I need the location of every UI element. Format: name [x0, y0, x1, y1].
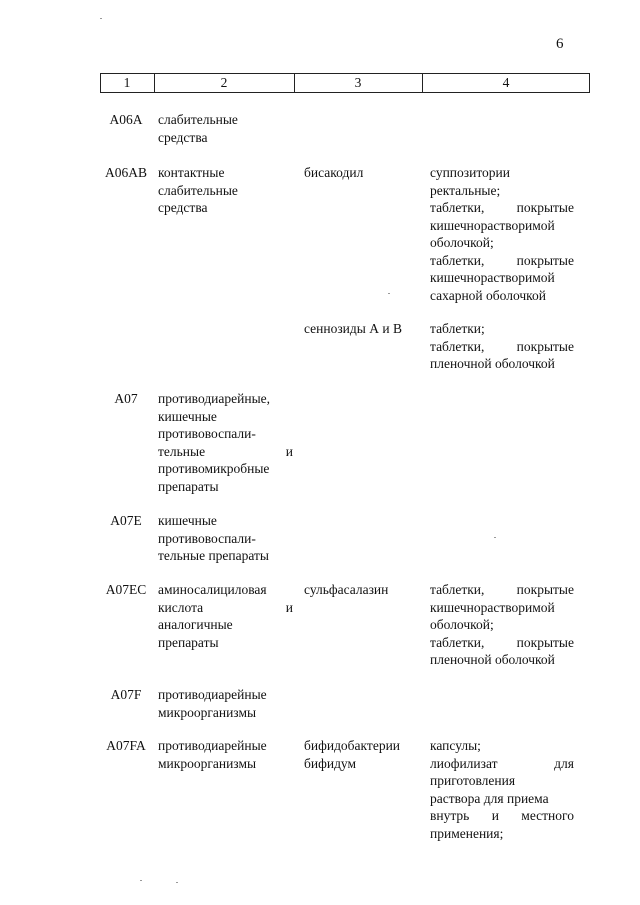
form-line: внутрь и местного — [430, 808, 574, 823]
name-line: кишечные — [158, 408, 217, 424]
drug-name — [304, 581, 422, 599]
form-line: оболочкой; — [430, 235, 494, 250]
drug-line: сульфасалазин — [304, 582, 389, 597]
dosage-form — [430, 737, 574, 842]
header-col-3: 3 — [354, 75, 362, 90]
header-col-1: 1 — [123, 75, 131, 90]
name-line: противодиарейные, — [158, 391, 271, 406]
header-border-right — [589, 74, 590, 92]
table-header — [100, 73, 590, 93]
name-line: слабительные — [158, 112, 238, 127]
header-col-4: 4 — [502, 75, 510, 90]
atc-code: A07F — [110, 687, 142, 702]
name-line: противовоспали- — [158, 530, 256, 546]
scan-speck — [140, 880, 142, 881]
form-line: приготовления — [430, 773, 516, 788]
drug-line: бифидум — [304, 755, 357, 771]
atc-code: A07E — [110, 513, 142, 528]
group-name — [158, 111, 293, 146]
name-line: кислота и — [158, 599, 293, 615]
scan-speck — [100, 18, 102, 19]
name-line: противодиарейные — [158, 738, 267, 753]
group-name — [158, 581, 293, 651]
group-name — [158, 737, 293, 772]
form-line: таблетки, покрытые — [430, 582, 574, 597]
form-line: кишечнорастворимой — [430, 270, 555, 285]
name-line: слабительные — [158, 182, 238, 198]
header-col-2: 2 — [220, 75, 228, 90]
name-line: микроорганизмы — [158, 755, 257, 771]
atc-code: A07FA — [106, 738, 146, 753]
form-line: кишечнорастворимой — [430, 599, 555, 615]
name-line: аминосалициловая — [158, 582, 267, 597]
form-line: таблетки, покрытые — [430, 200, 574, 215]
form-line: оболочкой; — [430, 617, 494, 632]
group-name — [158, 686, 293, 721]
atc-code: A07 — [114, 391, 138, 406]
drug-line: бисакодил — [304, 165, 364, 180]
form-line: ректальные; — [430, 182, 501, 198]
name-line: тельные и — [158, 443, 293, 459]
form-line: пленочной оболочкой — [430, 356, 555, 371]
atc-code: A06A — [109, 112, 143, 127]
name-line: препараты — [158, 478, 219, 494]
form-line: кишечнорастворимой — [430, 217, 555, 233]
name-line: кишечные — [158, 513, 217, 528]
group-name — [158, 390, 293, 495]
name-line: препараты — [158, 634, 219, 650]
name-line: средства — [158, 129, 208, 145]
form-line: пленочной оболочкой — [430, 652, 555, 667]
dosage-form — [430, 164, 574, 304]
form-line: раствора для приема — [430, 790, 549, 806]
name-line: противодиарейные — [158, 687, 267, 702]
form-line: применения; — [430, 825, 504, 841]
drug-name — [304, 320, 422, 338]
atc-code: A07EC — [105, 582, 147, 597]
drug-line: сеннозиды А и В — [304, 321, 402, 336]
name-line: тельные препараты — [158, 548, 269, 563]
scan-speck — [176, 882, 178, 883]
name-line: аналогичные — [158, 617, 233, 632]
name-line: микроорганизмы — [158, 704, 257, 720]
drug-name — [304, 164, 422, 182]
page-number: 6 — [556, 36, 564, 52]
drug-line: бифидобактерии — [304, 738, 401, 753]
dosage-form — [430, 320, 574, 373]
form-line: таблетки, покрытые — [430, 634, 574, 650]
drug-name — [304, 737, 422, 772]
scan-speck — [388, 293, 390, 294]
scan-speck — [494, 537, 496, 538]
group-name — [158, 512, 293, 565]
name-line: контактные — [158, 165, 225, 180]
form-line: лиофилизат для — [430, 755, 574, 771]
form-line: суппозитории — [430, 165, 510, 180]
form-line: таблетки; — [430, 321, 485, 336]
dosage-form — [430, 581, 574, 669]
name-line: средства — [158, 200, 208, 215]
name-line: противовоспали- — [158, 426, 256, 441]
form-line: сахарной оболочкой — [430, 287, 547, 303]
atc-code: A06AB — [104, 165, 147, 180]
name-line: противомикробные — [158, 461, 270, 476]
group-name — [158, 164, 293, 217]
form-line: капсулы; — [430, 738, 481, 753]
form-line: таблетки, покрытые — [430, 252, 574, 268]
form-line: таблетки, покрытые — [430, 338, 574, 354]
